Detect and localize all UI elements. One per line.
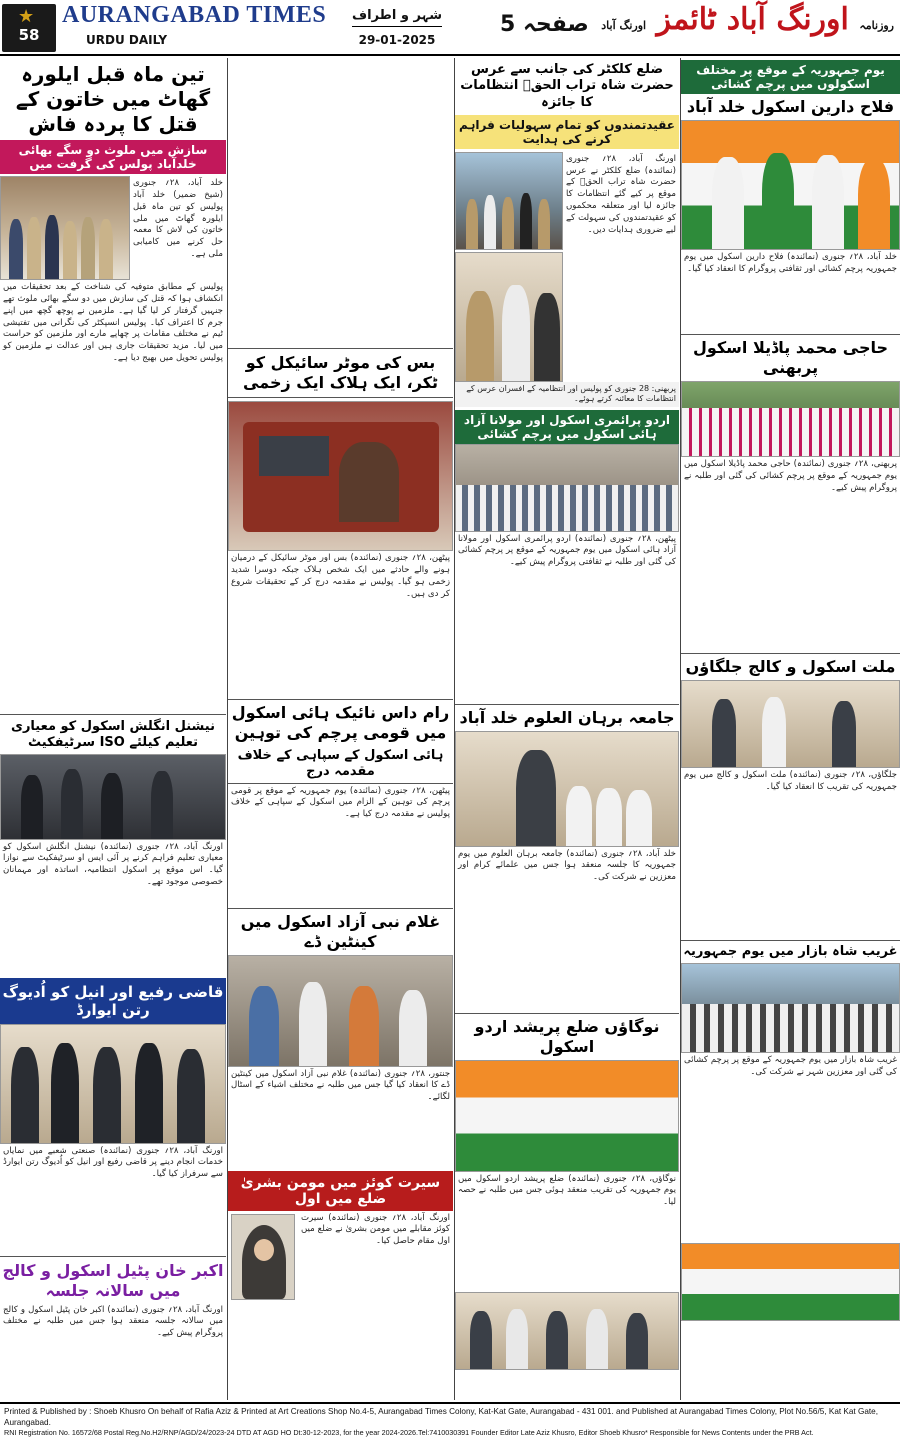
caption-urs-arrangements: پربھنی: 28 جنوری کو پولیس اور انتظامیہ کے افسران عرس کے انتظامات کا معائنہ کرتے ہوئے۔ xyxy=(455,382,679,407)
column-3 xyxy=(455,58,679,1400)
headline-iso-certificate: نیشنل انگلش اسکول کو معیاری تعلیم کیلئے ISO سرٹیفکیٹ xyxy=(11,719,215,751)
article-body-iso-certificate: اورنگ آباد، ۲۸؍ جنوری (نمائندہ) نیشنل انگلش اسکول کو معیاری تعلیم فراہم کرنے پر آئی ایس او سرٹیفکیٹ سے نوازا گیا۔ اس موقع پر اسکول انتظامیہ، اساتذہ اور مہمانان خصوصی موجود تھے۔ xyxy=(3,841,223,888)
article-body-udyog-ratna-award: اورنگ آباد، ۲۸؍ جنوری (نمائندہ) صنعتی شعبے میں نمایاں خدمات انجام دینے پر قاضی رفیع اور انیل کو اُدیوگ رتن ایوارڈ سے سرفراز کیا گیا۔ xyxy=(3,1145,223,1180)
article-body-padela-school: پربھنی، ۲۸؍ جنوری (نمائندہ) حاجی محمد پاڈیلا اسکول میں یوم جمہوریہ کے موقع پر پرچم کشائی کی گئی اور طلبہ نے پروگرام پیش کیے۔ xyxy=(684,459,897,493)
falah-students-photo xyxy=(681,120,900,250)
article-body-urs-arrangements: اورنگ آباد، ۲۸؍ جنوری (نمائندہ) ضلع کلکٹر نے عرس حضرت شاہ تراب الحقؒ کے موقع پر کیے گئے انتظامات کا جائزہ لیا اور متعلقہ محکموں کو عقیدتمندوں کی سہولت کے لیے ضروری ہدایات دیں۔ xyxy=(566,153,676,235)
article-body-millat-school: جلگاؤں، ۲۸؍ جنوری (نمائندہ) ملت اسکول و کالج میں یوم جمہوریہ کی تقریب کا انعقاد کیا گیا۔ xyxy=(684,770,897,792)
children-flag-photo xyxy=(681,1243,900,1321)
article-body-jamia-burhan: خلد آباد، ۲۸؍ جنوری (نمائندہ) جامعہ برہان العلوم میں یوم جمہوریہ کا جلسہ منعقد ہوا جس میں علمائے کرام اور معززین نے شرکت کی۔ xyxy=(458,848,676,883)
headline-millat-school: ملت اسکول و کالج جلگاؤں xyxy=(681,653,900,680)
collector-inspection-photo xyxy=(455,152,563,250)
canteen-day-photo xyxy=(228,955,453,1067)
headline-urdu-school-flag: اردو پرائمری اسکول اور مولانا آزاد ہائی اسکول میں پرچم کشائی xyxy=(455,410,679,444)
article-body-flag-insult: پیٹھن، ۲۸؍ جنوری (نمائندہ) یوم جمہوریہ کے موقع پر قومی پرچم کی توہین کے الزام میں اسکول کے سپاہی کے خلاف پولیس نے مقدمہ درج کیا ہے۔ xyxy=(231,785,450,820)
padela-students-photo xyxy=(681,381,900,457)
column-2 xyxy=(228,58,453,1400)
headline-murder-case: تین ماہ قبل ایلورہ گھاٹ میں خاتون کے قتل کا پردہ فاش xyxy=(15,62,211,136)
article-body-gareeb-shah-bazar: غریب شاہ بازار میں یوم جمہوریہ کے موقع پر پرچم کشائی کی گئی اور معززین شہر نے شرکت کی۔ xyxy=(684,1055,897,1078)
masthead xyxy=(0,0,900,56)
english-title: AURANGABAD TIMES xyxy=(62,2,327,28)
police-group-photo xyxy=(0,176,130,280)
headline-canteen-day: غلام نبی آزاد اسکول میں کینٹین ڈے xyxy=(228,908,453,955)
jamia-gathering-photo xyxy=(455,731,679,847)
page-number: صفحہ 5 xyxy=(500,12,589,37)
column-1 xyxy=(0,58,226,1400)
column-4 xyxy=(681,58,900,1400)
registration-line: RNI Registration No. 16572/68 Postal Reg.No.H2/RNP/AGD/24/2023-24 DTD AT AGD HO Dt:30-12-2023, for the year 2024-2026.Tel:7410030391 Founder Editor Late Aziz Khusro, Editor Shoeb Khusro* Responsible for News Contents under the PRB Act. xyxy=(4,1428,814,1438)
section-box xyxy=(352,8,442,47)
article-lead-murder-case: خلد آباد، ۲۸؍ جنوری (شیخ ضمیر) خلد آباد پولیس کو تین ماہ قبل ایلورہ گھاٹ میں ملی خاتون کی لاش کا معمہ حل کرنے میں کامیابی ملی ہے۔ xyxy=(133,178,223,260)
section-name: شہر و اطراف xyxy=(352,8,442,27)
anniversary-number: 58 xyxy=(18,26,40,44)
issue-date: 29-01-2025 xyxy=(358,33,436,47)
urdu-masthead-title: اورنگ آباد ٹائمز xyxy=(656,2,849,37)
school-assembly-photo xyxy=(455,444,679,532)
headline-udyog-ratna-award: قاضی رفیع اور انیل کو اُدیوگ رتن ایوارڈ xyxy=(0,978,226,1024)
imprint-line: Printed & Published by : Shoeb Khusro On behalf of Rafia Aziz & Printed at Art Creations Shop No.4-5, Aurangabad Times Colony, Kat-Kat Gate, Aurangabad - 431 001. and Published at Aurangabad Times Colony, Plot No.56/5, Kat Kat Gate, Aurangabad. xyxy=(4,1407,879,1428)
headline-flag-insult: رام داس نائیک ہائی اسکول میں قومی پرچم کی توہین xyxy=(228,699,453,746)
article-body-falah-e-darain: خلد آباد، ۲۸؍ جنوری (نمائندہ) فلاح دارین اسکول میں یوم جمہوریہ پرچم کشائی اور ثقافتی پروگرام کا انعقاد کیا گیا۔ xyxy=(684,252,897,274)
headline-nogaon-school: نوگاؤں ضلع پریشد اردو اسکول xyxy=(455,1013,679,1060)
article-body-murder-case: پولیس کے مطابق متوفیہ کی شناخت کے بعد تحقیقات میں انکشاف ہوا کہ قتل کی سازش میں دو سگے بھائی ملوث تھے جنہیں گرفتار کر لیا گیا ہے۔ ملزمین نے پوچھ گچھ میں اپنے جرم کا اعتراف کیا۔ پولیس انسپکٹر کی نگرانی میں تفتیشی ٹیم نے مختلف مقامات پر چھاپے مارے اور ملزمین کو حراست میں لیا۔ مزید تحقیقات جاری ہیں اور عدالت نے ملزمین کو پولیس تحویل میں بھیج دیا ہے۔ xyxy=(3,282,223,364)
nogaon-students-photo xyxy=(455,1060,679,1172)
headline-jamia-burhan: جامعہ برہان العلوم خلد آباد xyxy=(455,704,679,731)
article-body-seerat-quiz: اورنگ آباد، ۲۸؍ جنوری (نمائندہ) سیرت کوئز مقابلے میں مومن بشریٰ نے ضلع میں اول مقام حاصل کیا۔ xyxy=(301,1212,451,1247)
article-body-akbar-khan-school: اورنگ آباد، ۲۸؍ جنوری (نمائندہ) اکبر خان پٹیل اسکول و کالج میں سالانہ جلسہ منعقد ہوا جس میں طلبہ نے مختلف پروگرام پیش کیے۔ xyxy=(3,1304,224,1339)
urdu-masthead-prefix: روزنامہ xyxy=(859,19,894,32)
student-portrait-photo xyxy=(231,1214,295,1300)
headline-bus-accident: بس کی موٹر سائیکل کو ٹکر، ایک ہلاک ایک زخمی xyxy=(228,348,453,398)
article-body-nogaon-school: نوگاؤں، ۲۸؍ جنوری (نمائندہ) ضلع پریشد اردو اسکول میں یوم جمہوریہ کی تقریب منعقد ہوئی جس میں طلبہ نے حصہ لیا۔ xyxy=(458,1173,676,1208)
headline-padela-school: حاجی محمد پاڈیلا اسکول پربھنی xyxy=(681,334,900,381)
article-body-canteen-day: جنتور، ۲۸؍ جنوری (نمائندہ) غلام نبی آزاد اسکول میں کینٹین ڈے کا انعقاد کیا گیا جس میں طلبہ نے مختلف اشیاء کے اسٹال لگائے۔ xyxy=(231,1068,451,1103)
book-distribution-photo xyxy=(455,1292,679,1370)
subhead-flag-insult: ہائی اسکول کے سپاہی کے خلاف مقدمہ درج xyxy=(228,746,453,784)
headline-urs-arrangements: ضلع کلکٹر کی جانب سے عرس حضرت شاہ تراب الحقؒ انتظامات کا جائزہ xyxy=(460,62,674,110)
article-body-urdu-school-flag: پیٹھن، ۲۸؍ جنوری (نمائندہ) اردو پرائمری اسکول اور مولانا آزاد ہائی اسکول میں یوم جمہوریہ کے موقع پر پرچم کشائی کی گئی اور طلبہ نے ثقافتی پروگرام پیش کیے۔ xyxy=(458,533,676,568)
headline-seerat-quiz: سیرت کوئز میں مومن بشریٰ ضلع میں اول xyxy=(228,1171,453,1211)
star-icon: ★ xyxy=(18,6,35,27)
headline-akbar-khan-school: اکبر خان پٹیل اسکول و کالج میں سالانہ جلسہ xyxy=(2,1260,224,1300)
headline-gareeb-shah-bazar: غریب شاہ بازار میں یوم جمہوریہ xyxy=(681,940,900,963)
urdu-masthead-city: اورنگ آباد xyxy=(601,19,647,32)
bazar-gathering-photo xyxy=(681,963,900,1053)
anniversary-logo xyxy=(2,4,56,52)
article-body-bus-accident: پیٹھن، ۲۸؍ جنوری (نمائندہ) بس اور موٹر سائیکل کے درمیان ہونے والے حادثے میں ایک شخص ہلاک جبکہ دوسرا شدید زخمی ہو گیا۔ پولیس نے مقدمہ درج کر کے تحقیقات شروع کر دی ہیں۔ xyxy=(231,553,450,599)
iso-ceremony-photo xyxy=(0,754,226,840)
officials-meeting-photo xyxy=(455,252,563,382)
imprint-footer xyxy=(0,1402,900,1445)
banner-republic-day: یوم جمہوریہ کے موقع پر مختلف اسکولوں میں پرچم کشائی xyxy=(681,60,900,94)
urdu-masthead xyxy=(601,2,894,37)
award-ceremony-photo xyxy=(0,1024,226,1144)
english-subtitle: URDU DAILY xyxy=(86,33,168,47)
subhead-band-murder-case: سازش میں ملوث دو سگے بھائی خلدآباد پولس کی گرفت میں xyxy=(0,140,226,174)
millat-ceremony-photo xyxy=(681,680,900,768)
headline-falah-e-darain: فلاح دارین اسکول خلد آباد xyxy=(686,97,895,116)
bus-accident-photo xyxy=(228,401,453,551)
subhead-urs-arrangements: عقیدتمندوں کو تمام سہولیات فراہم کرنے کی ہدایت xyxy=(455,115,679,149)
